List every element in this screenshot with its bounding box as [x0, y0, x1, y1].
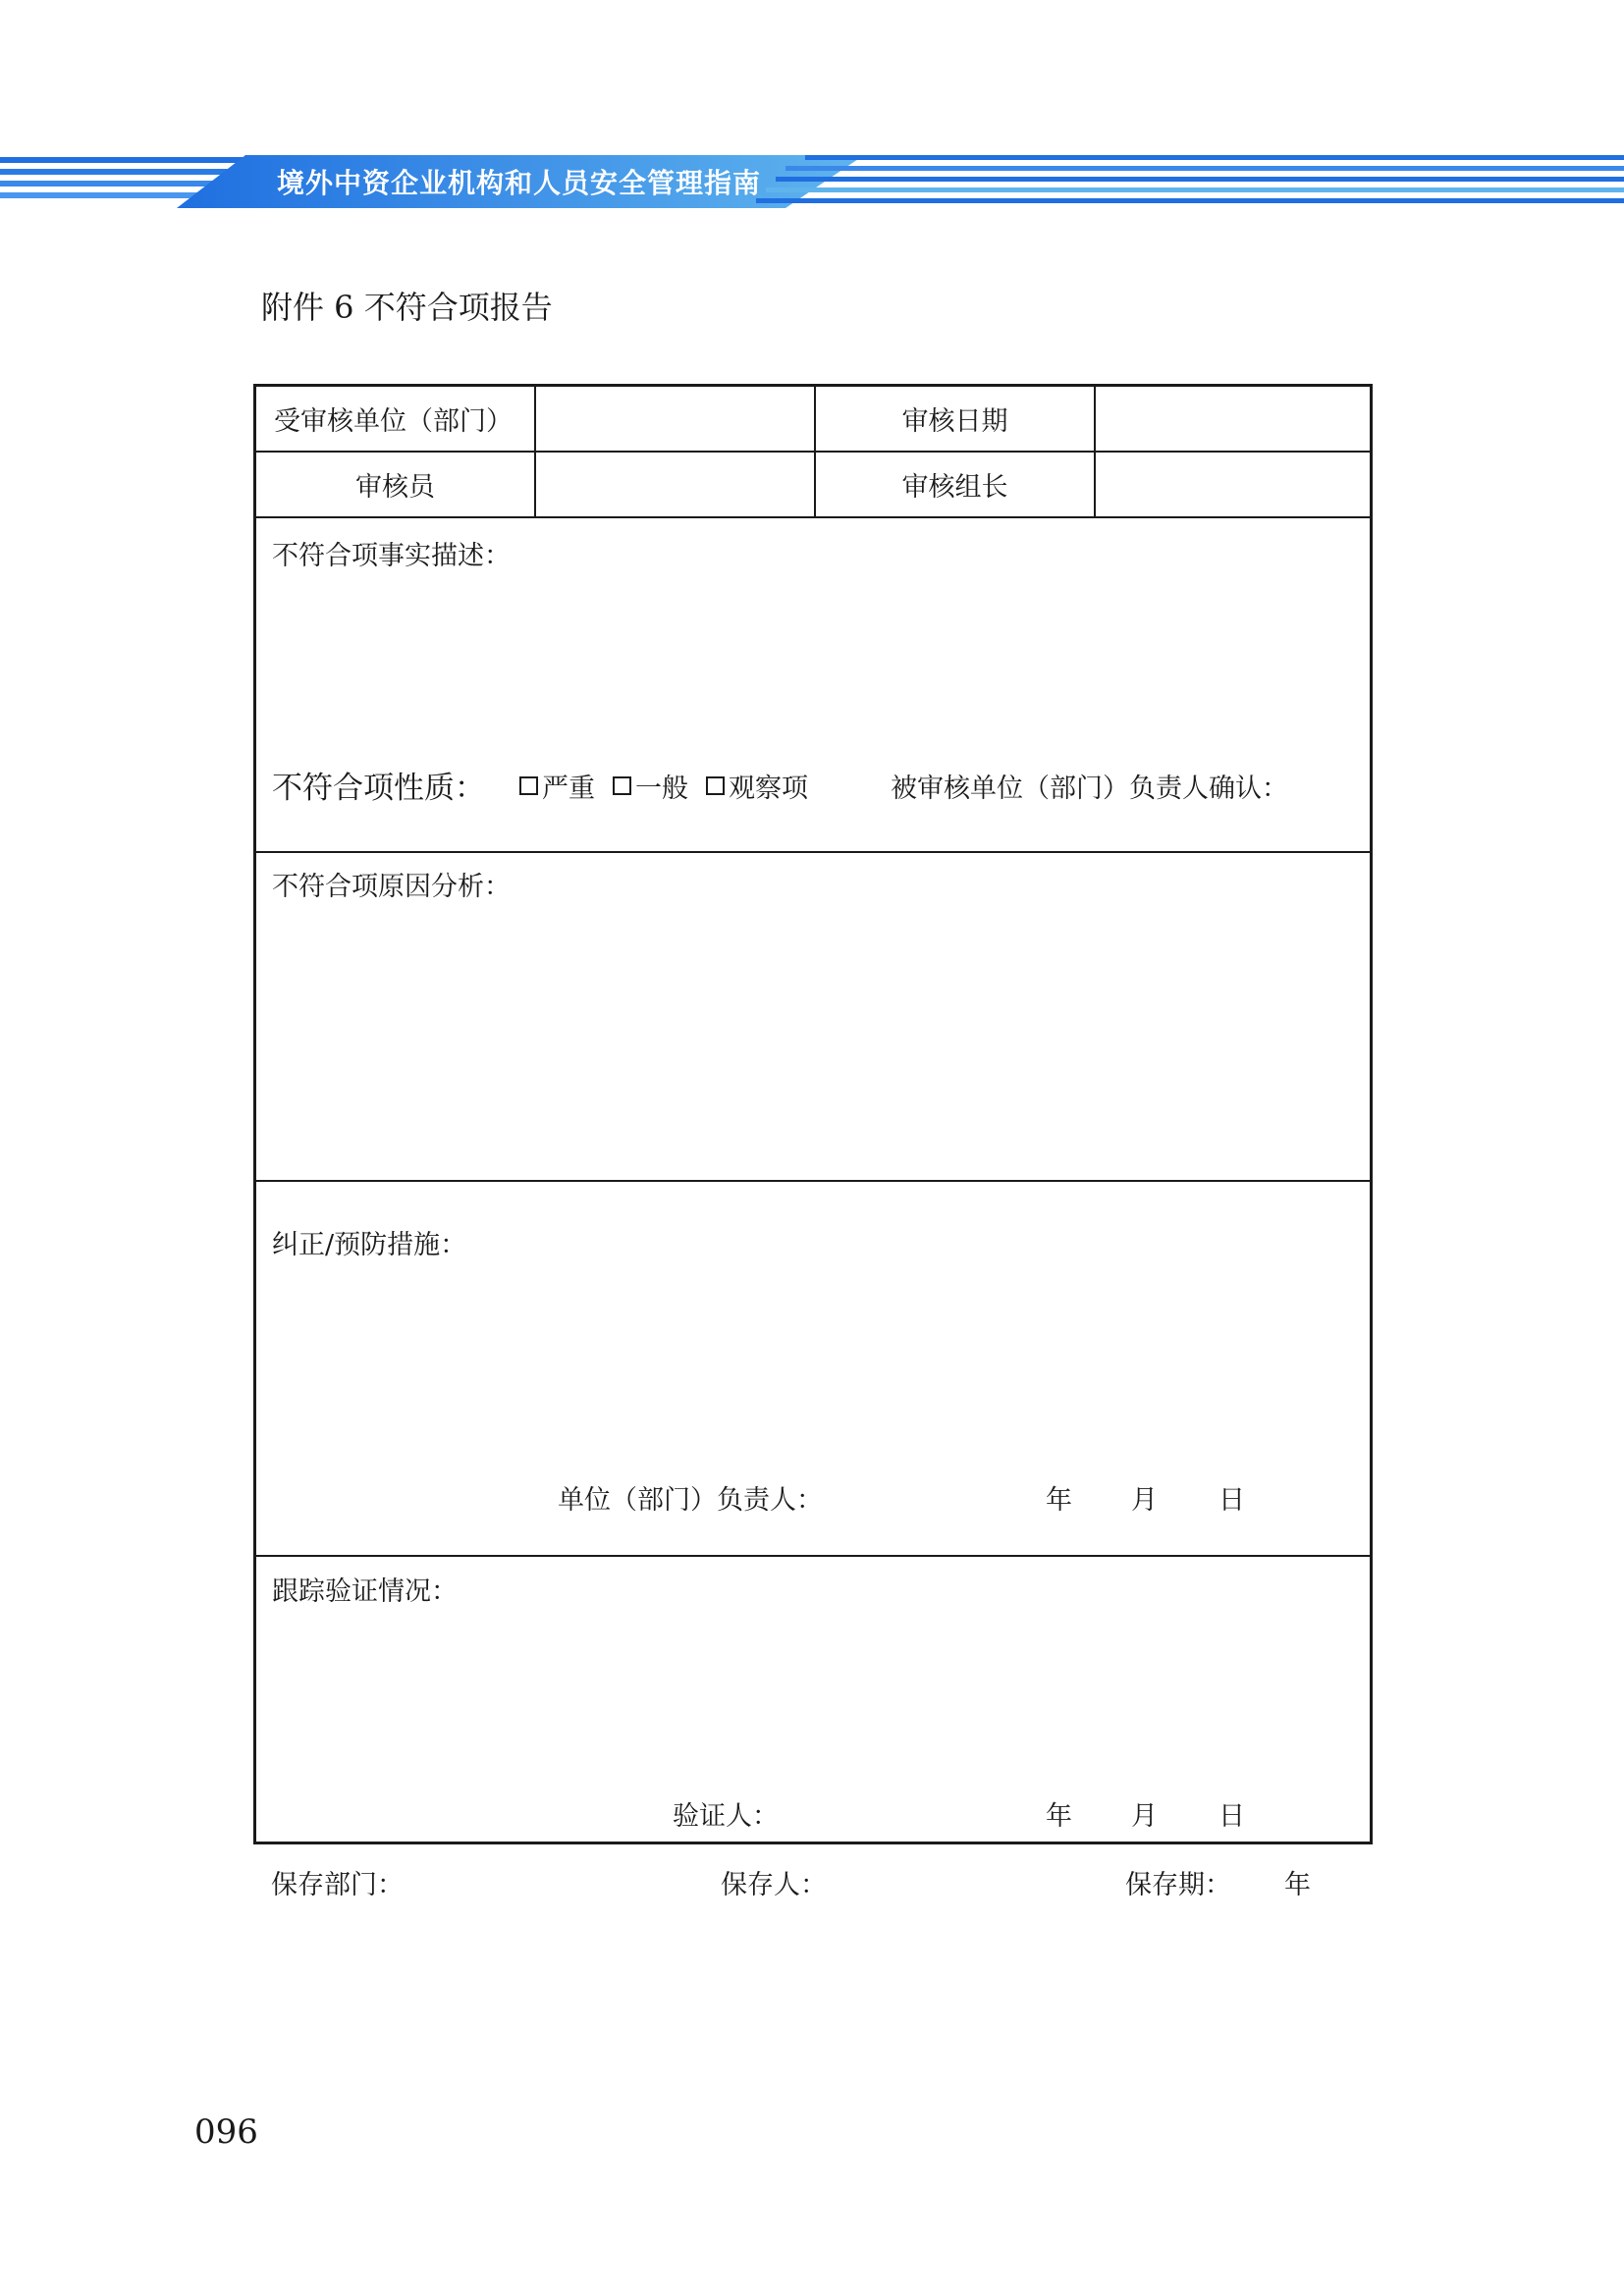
banner-graphic — [0, 147, 1624, 212]
row-divider — [256, 1555, 1370, 1557]
row-divider — [256, 516, 1370, 518]
row-divider — [256, 1180, 1370, 1182]
corrective-sign-label: 单位（部门）负责人： — [558, 1485, 823, 1516]
confirm-label: 被审核单位（部门）负责人确认： — [891, 774, 1288, 804]
audit-leader-label: 审核组长 — [901, 472, 1008, 503]
checkbox-icon — [519, 776, 538, 795]
corrective-day: 日 — [1218, 1485, 1245, 1516]
audit-date-field[interactable] — [1096, 387, 1370, 451]
nature-label: 不符合项性质： — [272, 771, 485, 806]
corrective-month: 月 — [1131, 1485, 1158, 1516]
audit-date-label: 审核日期 — [901, 406, 1008, 437]
nature-options — [519, 767, 826, 805]
option-observation[interactable]: 观察项 — [706, 767, 808, 805]
auditor-field[interactable] — [536, 453, 814, 516]
description-label: 不符合项事实描述： — [272, 541, 511, 571]
audited-unit-field[interactable] — [536, 387, 814, 451]
followup-day: 日 — [1218, 1801, 1245, 1832]
row-divider — [256, 851, 1370, 853]
checkbox-icon — [613, 776, 631, 795]
cause-label: 不符合项原因分析： — [272, 872, 511, 902]
nonconformity-form — [253, 384, 1373, 1844]
corrective-year: 年 — [1046, 1485, 1072, 1516]
keep-period-label: 保存期： — [1125, 1870, 1231, 1900]
auditor-label: 审核员 — [355, 472, 435, 503]
followup-month: 月 — [1131, 1801, 1158, 1832]
keep-dept-label: 保存部门： — [271, 1870, 404, 1900]
corrective-label: 纠正/预防措施： — [272, 1230, 467, 1260]
option-severe[interactable]: 严重 — [519, 767, 595, 805]
keep-period-unit: 年 — [1284, 1870, 1311, 1900]
verifier-label: 验证人： — [673, 1801, 779, 1832]
audited-unit-label: 受审核单位（部门） — [274, 406, 513, 437]
option-general[interactable]: 一般 — [613, 767, 688, 805]
header-title: 境外中资企业机构和人员安全管理指南 — [277, 167, 762, 199]
page-title: 附件 6 不符合项报告 — [261, 289, 553, 326]
followup-year: 年 — [1046, 1801, 1072, 1832]
checkbox-icon — [706, 776, 725, 795]
keeper-label: 保存人： — [721, 1870, 827, 1900]
header-banner — [0, 147, 1624, 212]
followup-label: 跟踪验证情况： — [272, 1576, 458, 1607]
audit-leader-field[interactable] — [1096, 453, 1370, 516]
page-number: 096 — [194, 2112, 258, 2152]
